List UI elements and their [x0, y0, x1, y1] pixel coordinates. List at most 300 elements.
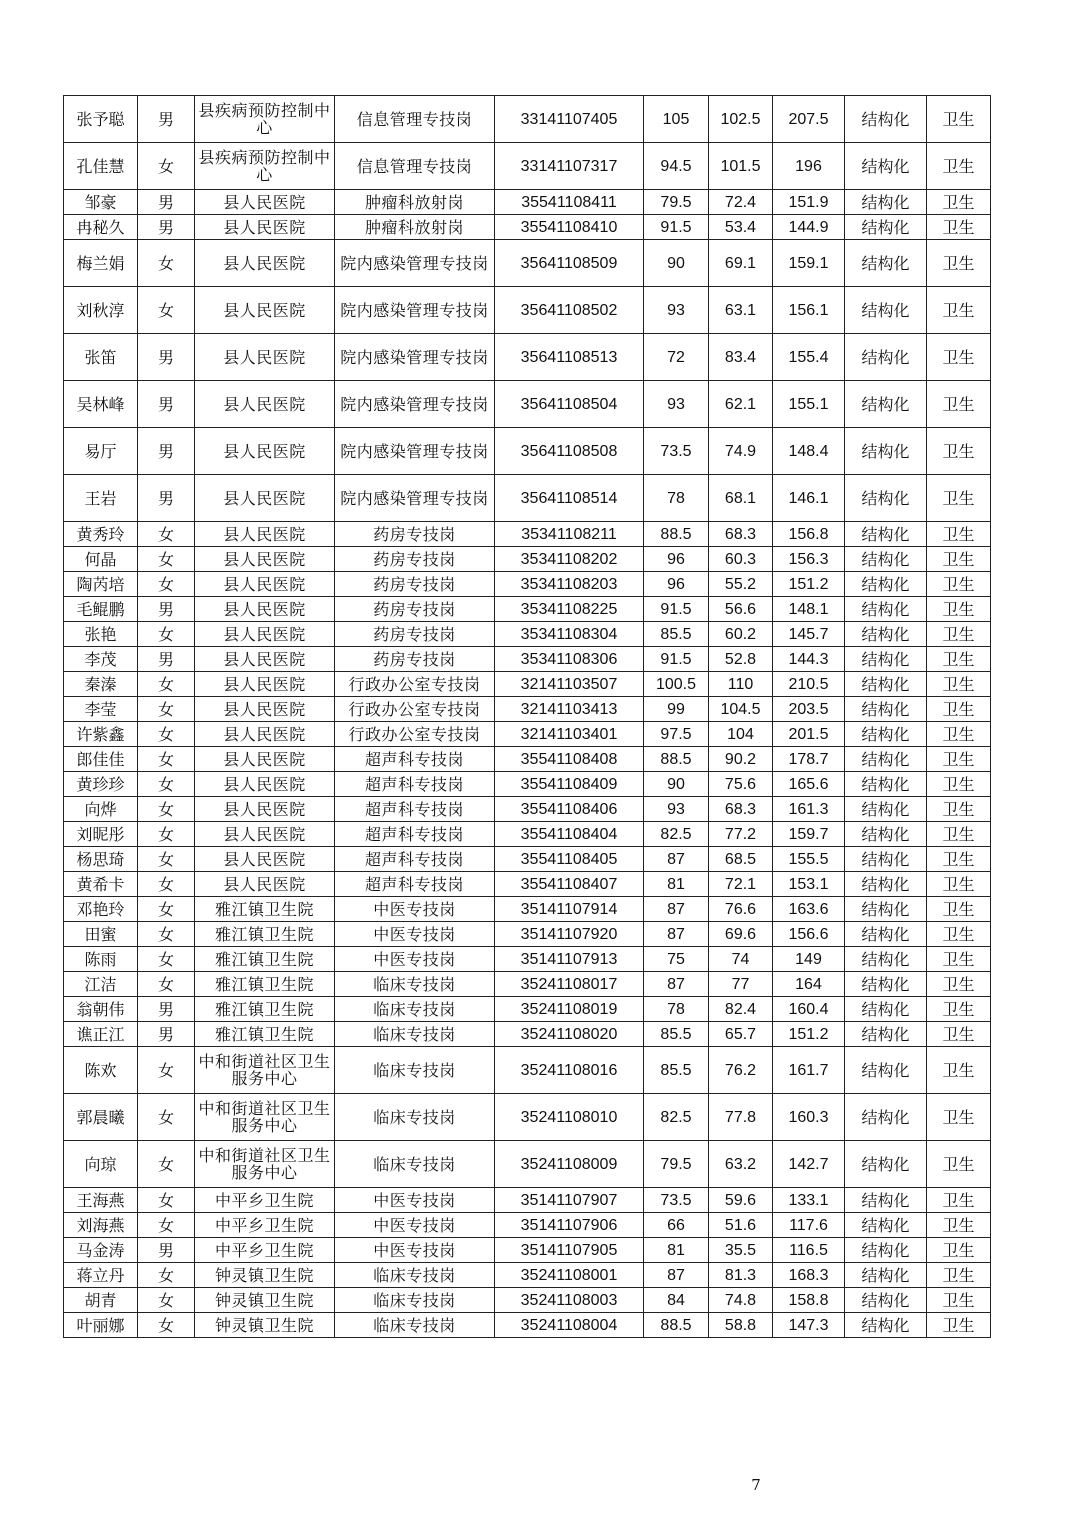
- table-row: [64, 847, 991, 872]
- total-score-cell: 146.1: [773, 475, 845, 522]
- interview-type-cell: 结构化: [845, 547, 927, 572]
- interview-type-cell: 结构化: [845, 572, 927, 597]
- category-cell: 卫生: [927, 572, 991, 597]
- post-cell: 院内感染管理专技岗: [335, 381, 495, 428]
- exam-number-cell: 35641108508: [495, 428, 644, 475]
- unit-cell: 雅江镇卫生院: [195, 1022, 335, 1047]
- gender-cell: 女: [138, 1263, 195, 1288]
- interview-score-cell: 76.2: [709, 1047, 773, 1094]
- post-cell: 临床专技岗: [335, 1141, 495, 1188]
- gender-cell: 女: [138, 1213, 195, 1238]
- unit-cell: 雅江镇卫生院: [195, 972, 335, 997]
- written-score-cell: 88.5: [644, 747, 709, 772]
- post-cell: 药房专技岗: [335, 547, 495, 572]
- exam-number-cell: 35241108017: [495, 972, 644, 997]
- name-cell: 王海燕: [64, 1188, 138, 1213]
- interview-score-cell: 104: [709, 722, 773, 747]
- unit-cell: 县人民医院: [195, 722, 335, 747]
- table-row: [64, 1263, 991, 1288]
- unit-cell: 县人民医院: [195, 381, 335, 428]
- exam-number-cell: 35641108502: [495, 287, 644, 334]
- category-cell: 卫生: [927, 1213, 991, 1238]
- interview-type-cell: 结构化: [845, 747, 927, 772]
- interview-score-cell: 62.1: [709, 381, 773, 428]
- exam-number-cell: 35341108202: [495, 547, 644, 572]
- gender-cell: 女: [138, 847, 195, 872]
- written-score-cell: 96: [644, 572, 709, 597]
- total-score-cell: 164: [773, 972, 845, 997]
- total-score-cell: 161.7: [773, 1047, 845, 1094]
- post-cell: 行政办公室专技岗: [335, 722, 495, 747]
- category-cell: 卫生: [927, 747, 991, 772]
- interview-score-cell: 69.6: [709, 922, 773, 947]
- gender-cell: 女: [138, 1288, 195, 1313]
- interview-type-cell: 结构化: [845, 822, 927, 847]
- interview-score-cell: 59.6: [709, 1188, 773, 1213]
- table-row: [64, 1188, 991, 1213]
- exam-number-cell: 35241108009: [495, 1141, 644, 1188]
- category-cell: 卫生: [927, 96, 991, 143]
- page-number: 7: [751, 1476, 761, 1494]
- table-row: [64, 897, 991, 922]
- exam-number-cell: 35241108019: [495, 997, 644, 1022]
- interview-score-cell: 53.4: [709, 215, 773, 240]
- total-score-cell: 159.1: [773, 240, 845, 287]
- unit-cell: 中和街道社区卫生服务中心: [195, 1047, 335, 1094]
- written-score-cell: 82.5: [644, 822, 709, 847]
- name-cell: 许紫鑫: [64, 722, 138, 747]
- gender-cell: 女: [138, 240, 195, 287]
- written-score-cell: 93: [644, 797, 709, 822]
- gender-cell: 女: [138, 722, 195, 747]
- exam-number-cell: 35141107913: [495, 947, 644, 972]
- exam-number-cell: 35541108407: [495, 872, 644, 897]
- name-cell: 邓艳玲: [64, 897, 138, 922]
- interview-score-cell: 58.8: [709, 1313, 773, 1338]
- interview-type-cell: 结构化: [845, 381, 927, 428]
- post-cell: 肿瘤科放射岗: [335, 215, 495, 240]
- interview-type-cell: 结构化: [845, 287, 927, 334]
- gender-cell: 女: [138, 747, 195, 772]
- written-score-cell: 81: [644, 1238, 709, 1263]
- written-score-cell: 87: [644, 972, 709, 997]
- name-cell: 陶芮培: [64, 572, 138, 597]
- unit-cell: 县人民医院: [195, 215, 335, 240]
- table-row: [64, 143, 991, 190]
- written-score-cell: 87: [644, 1263, 709, 1288]
- interview-type-cell: 结构化: [845, 1238, 927, 1263]
- unit-cell: 钟灵镇卫生院: [195, 1313, 335, 1338]
- name-cell: 胡青: [64, 1288, 138, 1313]
- interview-type-cell: 结构化: [845, 334, 927, 381]
- interview-score-cell: 60.2: [709, 622, 773, 647]
- interview-type-cell: 结构化: [845, 96, 927, 143]
- total-score-cell: 201.5: [773, 722, 845, 747]
- category-cell: 卫生: [927, 143, 991, 190]
- total-score-cell: 207.5: [773, 96, 845, 143]
- table-row: [64, 722, 991, 747]
- post-cell: 临床专技岗: [335, 997, 495, 1022]
- post-cell: 药房专技岗: [335, 597, 495, 622]
- exam-number-cell: 35241108004: [495, 1313, 644, 1338]
- written-score-cell: 97.5: [644, 722, 709, 747]
- written-score-cell: 91.5: [644, 215, 709, 240]
- name-cell: 陈欢: [64, 1047, 138, 1094]
- interview-score-cell: 69.1: [709, 240, 773, 287]
- exam-number-cell: 35241108001: [495, 1263, 644, 1288]
- interview-score-cell: 75.6: [709, 772, 773, 797]
- exam-number-cell: 35641108514: [495, 475, 644, 522]
- interview-score-cell: 81.3: [709, 1263, 773, 1288]
- category-cell: 卫生: [927, 797, 991, 822]
- table-row: [64, 381, 991, 428]
- exam-number-cell: 35541108408: [495, 747, 644, 772]
- total-score-cell: 156.3: [773, 547, 845, 572]
- unit-cell: 县人民医院: [195, 872, 335, 897]
- category-cell: 卫生: [927, 475, 991, 522]
- post-cell: 超声科专技岗: [335, 797, 495, 822]
- category-cell: 卫生: [927, 1022, 991, 1047]
- unit-cell: 雅江镇卫生院: [195, 947, 335, 972]
- unit-cell: 县人民医院: [195, 428, 335, 475]
- name-cell: 毛鲲鹏: [64, 597, 138, 622]
- unit-cell: 县人民医院: [195, 475, 335, 522]
- category-cell: 卫生: [927, 922, 991, 947]
- interview-score-cell: 82.4: [709, 997, 773, 1022]
- name-cell: 杨思琦: [64, 847, 138, 872]
- gender-cell: 男: [138, 1022, 195, 1047]
- name-cell: 吴林峰: [64, 381, 138, 428]
- gender-cell: 男: [138, 381, 195, 428]
- gender-cell: 男: [138, 997, 195, 1022]
- category-cell: 卫生: [927, 1288, 991, 1313]
- written-score-cell: 90: [644, 240, 709, 287]
- interview-type-cell: 结构化: [845, 1141, 927, 1188]
- post-cell: 临床专技岗: [335, 972, 495, 997]
- exam-number-cell: 35641108504: [495, 381, 644, 428]
- table-row: [64, 997, 991, 1022]
- name-cell: 冉秘久: [64, 215, 138, 240]
- table-row: [64, 1094, 991, 1141]
- interview-type-cell: 结构化: [845, 1213, 927, 1238]
- written-score-cell: 87: [644, 897, 709, 922]
- interview-type-cell: 结构化: [845, 143, 927, 190]
- total-score-cell: 159.7: [773, 822, 845, 847]
- unit-cell: 县人民医院: [195, 334, 335, 381]
- name-cell: 刘秋淳: [64, 287, 138, 334]
- total-score-cell: 156.1: [773, 287, 845, 334]
- name-cell: 田蜜: [64, 922, 138, 947]
- name-cell: 张笛: [64, 334, 138, 381]
- gender-cell: 女: [138, 822, 195, 847]
- unit-cell: 雅江镇卫生院: [195, 997, 335, 1022]
- interview-type-cell: 结构化: [845, 1188, 927, 1213]
- interview-type-cell: 结构化: [845, 897, 927, 922]
- exam-number-cell: 35241108003: [495, 1288, 644, 1313]
- exam-number-cell: 35541108406: [495, 797, 644, 822]
- name-cell: 谯正江: [64, 1022, 138, 1047]
- interview-score-cell: 110: [709, 672, 773, 697]
- written-score-cell: 91.5: [644, 597, 709, 622]
- interview-type-cell: 结构化: [845, 697, 927, 722]
- post-cell: 信息管理专技岗: [335, 96, 495, 143]
- written-score-cell: 73.5: [644, 428, 709, 475]
- interview-score-cell: 74.9: [709, 428, 773, 475]
- table-row: [64, 1022, 991, 1047]
- total-score-cell: 160.4: [773, 997, 845, 1022]
- post-cell: 临床专技岗: [335, 1022, 495, 1047]
- written-score-cell: 93: [644, 381, 709, 428]
- gender-cell: 男: [138, 334, 195, 381]
- table-row: [64, 1238, 991, 1263]
- written-score-cell: 87: [644, 847, 709, 872]
- interview-score-cell: 77: [709, 972, 773, 997]
- post-cell: 临床专技岗: [335, 1288, 495, 1313]
- written-score-cell: 66: [644, 1213, 709, 1238]
- table-body: [64, 96, 991, 1338]
- unit-cell: 县疾病预防控制中心: [195, 96, 335, 143]
- table-row: [64, 215, 991, 240]
- unit-cell: 县人民医院: [195, 697, 335, 722]
- interview-type-cell: 结构化: [845, 722, 927, 747]
- exam-number-cell: 33141107317: [495, 143, 644, 190]
- table-row: [64, 287, 991, 334]
- table-row: [64, 572, 991, 597]
- exam-number-cell: 35341108306: [495, 647, 644, 672]
- category-cell: 卫生: [927, 597, 991, 622]
- unit-cell: 县人民医院: [195, 822, 335, 847]
- category-cell: 卫生: [927, 822, 991, 847]
- category-cell: 卫生: [927, 872, 991, 897]
- exam-number-cell: 35141107906: [495, 1213, 644, 1238]
- post-cell: 中医专技岗: [335, 897, 495, 922]
- gender-cell: 男: [138, 1238, 195, 1263]
- name-cell: 李茂: [64, 647, 138, 672]
- interview-score-cell: 68.1: [709, 475, 773, 522]
- written-score-cell: 91.5: [644, 647, 709, 672]
- written-score-cell: 79.5: [644, 1141, 709, 1188]
- unit-cell: 县人民医院: [195, 672, 335, 697]
- gender-cell: 女: [138, 1094, 195, 1141]
- exam-number-cell: 35241108010: [495, 1094, 644, 1141]
- category-cell: 卫生: [927, 672, 991, 697]
- category-cell: 卫生: [927, 847, 991, 872]
- total-score-cell: 155.5: [773, 847, 845, 872]
- unit-cell: 钟灵镇卫生院: [195, 1288, 335, 1313]
- table-row: [64, 972, 991, 997]
- exam-number-cell: 35641108513: [495, 334, 644, 381]
- name-cell: 江洁: [64, 972, 138, 997]
- unit-cell: 雅江镇卫生院: [195, 922, 335, 947]
- table-row: [64, 334, 991, 381]
- interview-score-cell: 35.5: [709, 1238, 773, 1263]
- category-cell: 卫生: [927, 240, 991, 287]
- interview-score-cell: 102.5: [709, 96, 773, 143]
- category-cell: 卫生: [927, 1188, 991, 1213]
- category-cell: 卫生: [927, 722, 991, 747]
- gender-cell: 男: [138, 475, 195, 522]
- interview-score-cell: 65.7: [709, 1022, 773, 1047]
- table-row: [64, 96, 991, 143]
- table-row: [64, 428, 991, 475]
- post-cell: 超声科专技岗: [335, 847, 495, 872]
- exam-number-cell: 35341108203: [495, 572, 644, 597]
- interview-type-cell: 结构化: [845, 1313, 927, 1338]
- unit-cell: 县疾病预防控制中心: [195, 143, 335, 190]
- interview-type-cell: 结构化: [845, 922, 927, 947]
- exam-number-cell: 35641108509: [495, 240, 644, 287]
- name-cell: 刘昵彤: [64, 822, 138, 847]
- table-row: [64, 1141, 991, 1188]
- written-score-cell: 72: [644, 334, 709, 381]
- written-score-cell: 79.5: [644, 190, 709, 215]
- gender-cell: 男: [138, 96, 195, 143]
- unit-cell: 中和街道社区卫生服务中心: [195, 1094, 335, 1141]
- total-score-cell: 144.9: [773, 215, 845, 240]
- interview-type-cell: 结构化: [845, 1288, 927, 1313]
- interview-score-cell: 72.1: [709, 872, 773, 897]
- gender-cell: 女: [138, 672, 195, 697]
- category-cell: 卫生: [927, 1263, 991, 1288]
- table-row: [64, 797, 991, 822]
- interview-type-cell: 结构化: [845, 872, 927, 897]
- written-score-cell: 81: [644, 872, 709, 897]
- total-score-cell: 151.2: [773, 1022, 845, 1047]
- total-score-cell: 178.7: [773, 747, 845, 772]
- written-score-cell: 96: [644, 547, 709, 572]
- interview-score-cell: 68.5: [709, 847, 773, 872]
- interview-type-cell: 结构化: [845, 475, 927, 522]
- table-row: [64, 240, 991, 287]
- gender-cell: 女: [138, 972, 195, 997]
- total-score-cell: 168.3: [773, 1263, 845, 1288]
- category-cell: 卫生: [927, 190, 991, 215]
- gender-cell: 女: [138, 697, 195, 722]
- category-cell: 卫生: [927, 522, 991, 547]
- exam-number-cell: 35341108304: [495, 622, 644, 647]
- post-cell: 中医专技岗: [335, 922, 495, 947]
- post-cell: 超声科专技岗: [335, 747, 495, 772]
- exam-number-cell: 35541108404: [495, 822, 644, 847]
- total-score-cell: 158.8: [773, 1288, 845, 1313]
- post-cell: 信息管理专技岗: [335, 143, 495, 190]
- category-cell: 卫生: [927, 381, 991, 428]
- interview-score-cell: 68.3: [709, 522, 773, 547]
- interview-score-cell: 74.8: [709, 1288, 773, 1313]
- category-cell: 卫生: [927, 647, 991, 672]
- unit-cell: 县人民医院: [195, 240, 335, 287]
- gender-cell: 男: [138, 597, 195, 622]
- gender-cell: 女: [138, 287, 195, 334]
- unit-cell: 县人民医院: [195, 622, 335, 647]
- written-score-cell: 105: [644, 96, 709, 143]
- gender-cell: 女: [138, 522, 195, 547]
- written-score-cell: 82.5: [644, 1094, 709, 1141]
- table-row: [64, 475, 991, 522]
- post-cell: 中医专技岗: [335, 947, 495, 972]
- written-score-cell: 85.5: [644, 1022, 709, 1047]
- interview-score-cell: 60.3: [709, 547, 773, 572]
- total-score-cell: 156.6: [773, 922, 845, 947]
- interview-type-cell: 结构化: [845, 1263, 927, 1288]
- unit-cell: 县人民医院: [195, 190, 335, 215]
- interview-type-cell: 结构化: [845, 1047, 927, 1094]
- total-score-cell: 153.1: [773, 872, 845, 897]
- interview-score-cell: 56.6: [709, 597, 773, 622]
- gender-cell: 男: [138, 190, 195, 215]
- written-score-cell: 88.5: [644, 522, 709, 547]
- total-score-cell: 133.1: [773, 1188, 845, 1213]
- total-score-cell: 151.9: [773, 190, 845, 215]
- table-row: [64, 547, 991, 572]
- written-score-cell: 90: [644, 772, 709, 797]
- written-score-cell: 93: [644, 287, 709, 334]
- total-score-cell: 148.4: [773, 428, 845, 475]
- table-row: [64, 747, 991, 772]
- gender-cell: 女: [138, 1188, 195, 1213]
- post-cell: 药房专技岗: [335, 522, 495, 547]
- exam-number-cell: 35241108016: [495, 1047, 644, 1094]
- name-cell: 陈雨: [64, 947, 138, 972]
- unit-cell: 县人民医院: [195, 597, 335, 622]
- name-cell: 张艳: [64, 622, 138, 647]
- interview-score-cell: 51.6: [709, 1213, 773, 1238]
- interview-type-cell: 结构化: [845, 240, 927, 287]
- post-cell: 行政办公室专技岗: [335, 672, 495, 697]
- gender-cell: 女: [138, 797, 195, 822]
- total-score-cell: 155.1: [773, 381, 845, 428]
- unit-cell: 县人民医院: [195, 287, 335, 334]
- category-cell: 卫生: [927, 1141, 991, 1188]
- post-cell: 肿瘤科放射岗: [335, 190, 495, 215]
- category-cell: 卫生: [927, 697, 991, 722]
- unit-cell: 钟灵镇卫生院: [195, 1263, 335, 1288]
- interview-type-cell: 结构化: [845, 772, 927, 797]
- post-cell: 临床专技岗: [335, 1094, 495, 1141]
- exam-number-cell: 35341108211: [495, 522, 644, 547]
- interview-type-cell: 结构化: [845, 597, 927, 622]
- interview-score-cell: 104.5: [709, 697, 773, 722]
- category-cell: 卫生: [927, 428, 991, 475]
- unit-cell: 县人民医院: [195, 797, 335, 822]
- interview-type-cell: 结构化: [845, 972, 927, 997]
- name-cell: 黄珍珍: [64, 772, 138, 797]
- exam-number-cell: 32141103507: [495, 672, 644, 697]
- category-cell: 卫生: [927, 287, 991, 334]
- name-cell: 秦溱: [64, 672, 138, 697]
- name-cell: 向烨: [64, 797, 138, 822]
- name-cell: 马金涛: [64, 1238, 138, 1263]
- total-score-cell: 156.8: [773, 522, 845, 547]
- name-cell: 郎佳佳: [64, 747, 138, 772]
- interview-type-cell: 结构化: [845, 1022, 927, 1047]
- unit-cell: 县人民医院: [195, 772, 335, 797]
- gender-cell: 女: [138, 622, 195, 647]
- exam-number-cell: 35341108225: [495, 597, 644, 622]
- interview-type-cell: 结构化: [845, 797, 927, 822]
- total-score-cell: 203.5: [773, 697, 845, 722]
- post-cell: 中医专技岗: [335, 1213, 495, 1238]
- post-cell: 中医专技岗: [335, 1238, 495, 1263]
- table-row: [64, 622, 991, 647]
- table-row: [64, 872, 991, 897]
- written-score-cell: 100.5: [644, 672, 709, 697]
- total-score-cell: 149: [773, 947, 845, 972]
- total-score-cell: 160.3: [773, 1094, 845, 1141]
- unit-cell: 县人民医院: [195, 522, 335, 547]
- name-cell: 何晶: [64, 547, 138, 572]
- name-cell: 梅兰娟: [64, 240, 138, 287]
